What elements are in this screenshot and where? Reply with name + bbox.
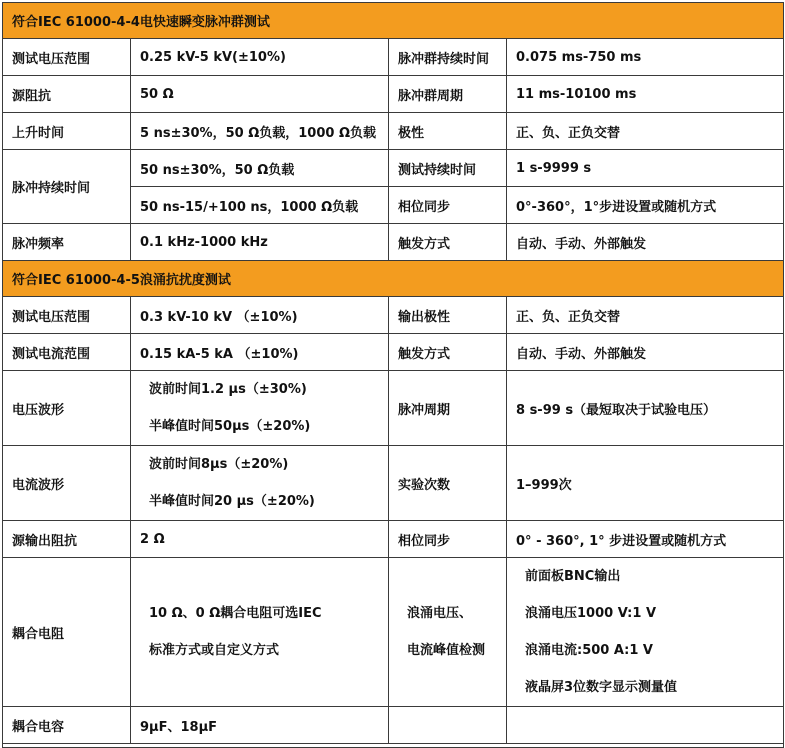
row-label: 电流波形 — [3, 446, 131, 521]
value-line: 半峰值时间50µs（±20%) — [149, 419, 311, 434]
value-line: 波前时间8µs（±20%) — [149, 457, 289, 472]
row-label: 测试电压范围 — [3, 39, 131, 76]
row-value: 自动、手动、外部触发 — [507, 334, 784, 371]
value-line: 标准方式或自定义方式 — [149, 643, 280, 658]
table-row — [3, 707, 784, 744]
row-label: 输出极性 — [389, 297, 507, 334]
table-row — [3, 521, 784, 558]
table-row — [3, 558, 784, 707]
row-label: 相位同步 — [389, 521, 507, 558]
row-label: 脉冲群周期 — [389, 76, 507, 113]
table-row — [3, 297, 784, 334]
row-value: 0.15 kA-5 kA （±10%) — [131, 334, 389, 371]
row-value: 0.1 kHz-1000 kHz — [131, 224, 389, 261]
row-label: 测试持续时间 — [389, 150, 507, 187]
spec-table — [2, 2, 784, 748]
row-label: 脉冲持续时间 — [3, 150, 131, 224]
row-label: 脉冲频率 — [3, 224, 131, 261]
bottom-edge-cell — [3, 744, 784, 748]
row-label: 测试电压范围 — [3, 297, 131, 334]
value-line: 10 Ω、0 Ω耦合电阻可选IEC — [149, 606, 322, 621]
row-label: 实验次数 — [389, 446, 507, 521]
value-line: 波前时间1.2 µs（±30%) — [149, 382, 307, 397]
value-line: 液晶屏3位数字显示测量值 — [525, 680, 678, 695]
row-value: 正、负、正负交替 — [507, 297, 784, 334]
row-label: 触发方式 — [389, 334, 507, 371]
row-label: 源阻抗 — [3, 76, 131, 113]
value-line: 浪涌电压1000 V:1 V — [525, 606, 657, 621]
surge-section-title: 符合IEC 61000-4-5浪涌抗扰度测试 — [3, 261, 784, 297]
row-value: 8 s-99 s（最短取决于试验电压） — [507, 371, 784, 446]
row-value: 0.25 kV-5 kV(±10%) — [131, 39, 389, 76]
row-value: 自动、手动、外部触发 — [507, 224, 784, 261]
table-bottom-edge — [3, 744, 784, 748]
row-label-multiline — [389, 558, 507, 707]
eft-section-title: 符合IEC 61000-4-4电快速瞬变脉冲群测试 — [3, 3, 784, 39]
row-label: 耦合电容 — [3, 707, 131, 744]
row-value: 50 Ω — [131, 76, 389, 113]
label-line: 电流峰值检测 — [407, 643, 486, 658]
row-value: 9µF、18µF — [131, 707, 389, 744]
row-value-multiline — [131, 371, 389, 446]
row-value: 11 ms-10100 ms — [507, 76, 784, 113]
row-value: 0.075 ms-750 ms — [507, 39, 784, 76]
value-line: 半峰值时间20 µs（±20%) — [149, 494, 315, 509]
row-value: 5 ns±30%，50 Ω负载，1000 Ω负载 — [131, 113, 389, 150]
row-value: 50 ns-15/+100 ns，1000 Ω负载 — [131, 187, 389, 224]
row-value: 0°-360°，1°步进设置或随机方式 — [507, 187, 784, 224]
empty-cell — [507, 707, 784, 744]
row-value-multiline — [131, 446, 389, 521]
row-label: 耦合电阻 — [3, 558, 131, 707]
row-value: 1–999次 — [507, 446, 784, 521]
table-row — [3, 371, 784, 446]
row-label: 上升时间 — [3, 113, 131, 150]
row-label: 脉冲周期 — [389, 371, 507, 446]
table-row — [3, 39, 784, 76]
row-label: 极性 — [389, 113, 507, 150]
table-row — [3, 113, 784, 150]
table-row — [3, 224, 784, 261]
row-value: 正、负、正负交替 — [507, 113, 784, 150]
row-label: 电压波形 — [3, 371, 131, 446]
eft-section-header — [3, 3, 784, 39]
row-value: 2 Ω — [131, 521, 389, 558]
row-label: 测试电流范围 — [3, 334, 131, 371]
table-row — [3, 150, 784, 187]
row-label: 相位同步 — [389, 187, 507, 224]
empty-cell — [389, 707, 507, 744]
value-line: 浪涌电流:500 A:1 V — [525, 643, 653, 658]
row-label: 脉冲群持续时间 — [389, 39, 507, 76]
surge-section-header — [3, 261, 784, 297]
row-value-multiline — [131, 558, 389, 707]
row-label: 源输出阻抗 — [3, 521, 131, 558]
table-row — [3, 76, 784, 113]
row-value: 0.3 kV-10 kV （±10%) — [131, 297, 389, 334]
row-value: 0° - 360°, 1° 步进设置或随机方式 — [507, 521, 784, 558]
row-value: 1 s-9999 s — [507, 150, 784, 187]
row-value: 50 ns±30%，50 Ω负载 — [131, 150, 389, 187]
label-line: 浪涌电压、 — [407, 606, 473, 621]
row-value-multiline — [507, 558, 784, 707]
value-line: 前面板BNC输出 — [525, 569, 621, 584]
table-row — [3, 334, 784, 371]
row-label: 触发方式 — [389, 224, 507, 261]
table-row — [3, 446, 784, 521]
